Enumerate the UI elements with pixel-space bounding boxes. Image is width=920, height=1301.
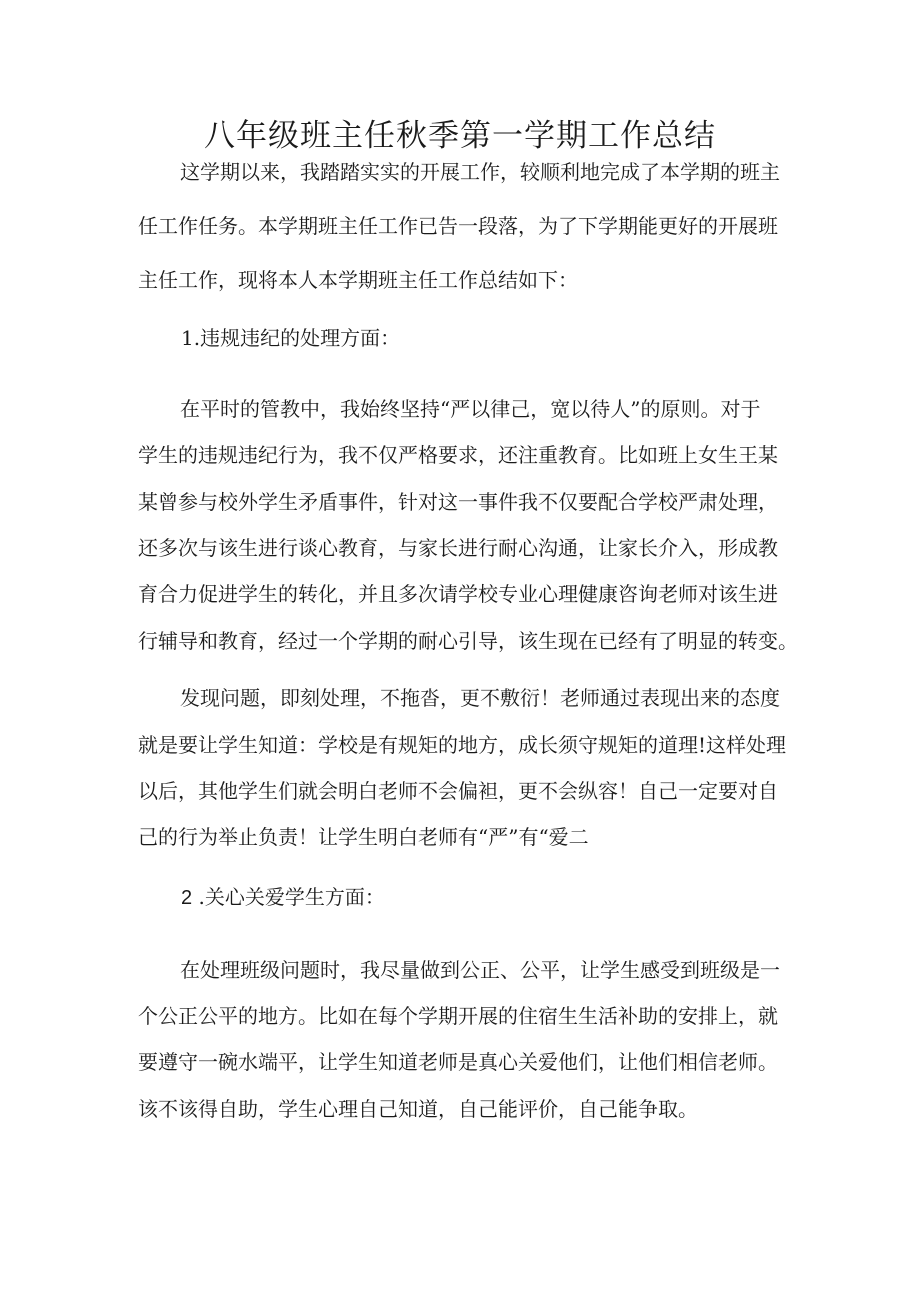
section-2-para-line: 要遵守一碗水端平，让学生知道老师是真心关爱他们，让他们相信老师。 bbox=[138, 1050, 778, 1074]
section-2-para-line: 该不该得自助，学生心理自己知道，自己能评价，自己能争取。 bbox=[138, 1097, 698, 1121]
section-1-para-line: 发现问题，即刻处理，不拖沓，更不敷衍！老师通过表现出来的态度 bbox=[180, 686, 780, 710]
section-2-para-line: 个公正公平的地方。比如在每个学期开展的住宿生生活补助的安排上，就 bbox=[138, 1004, 778, 1028]
intro-line: 任工作任务。本学期班主任工作已告一段落，为了下学期能更好的开展班 bbox=[138, 214, 778, 238]
section-2-number: 2 bbox=[181, 887, 193, 909]
section-1-para-line: 某曾参与校外学生矛盾事件，针对这一事件我不仅要配合学校严肃处理， bbox=[138, 490, 778, 514]
section-1-para-line: 育合力促进学生的转化，并且多次请学校专业心理健康咨询老师对该生进 bbox=[138, 582, 778, 606]
intro-line: 主任工作，现将本人本学期班主任工作总结如下： bbox=[138, 268, 578, 292]
section-1-para-line: 行辅导和教育，经过一个学期的耐心引导，该生现在已经有了明显的转变。 bbox=[138, 629, 798, 653]
section-1-para-line: 在平时的管教中，我始终坚持“严以律己，宽以待人”的原则。对于 bbox=[180, 397, 761, 421]
section-1-para-line: 就是要让学生知道：学校是有规矩的地方，成长须守规矩的道理!这样处理 bbox=[138, 733, 787, 757]
section-2-heading-text: .关心关爱学生方面： bbox=[192, 885, 385, 909]
intro-line: 这学期以来，我踏踏实实的开展工作，较顺利地完成了本学期的班主 bbox=[180, 160, 780, 184]
section-2-heading bbox=[181, 883, 385, 912]
section-1-para-line: 还多次与该生进行谈心教育，与家长进行耐心沟通，让家长介入，形成教 bbox=[138, 536, 778, 560]
section-1-para-line: 学生的违规违纪行为，我不仅严格要求，还注重教育。比如班上女生王某 bbox=[138, 443, 778, 467]
section-1-heading: 1.违规违纪的处理方面： bbox=[181, 326, 401, 350]
document-title: 八年级班主任秋季第一学期工作总结 bbox=[204, 118, 716, 154]
section-2-para-line: 在处理班级问题时，我尽量做到公正、公平，让学生感受到班级是一 bbox=[180, 958, 780, 982]
section-1-para-line: 己的行为举止负责！让学生明白老师有“严”有“爱二 bbox=[138, 825, 589, 849]
section-1-para-line: 以后，其他学生们就会明白老师不会偏袒，更不会纵容！自己一定要对自 bbox=[138, 779, 778, 803]
